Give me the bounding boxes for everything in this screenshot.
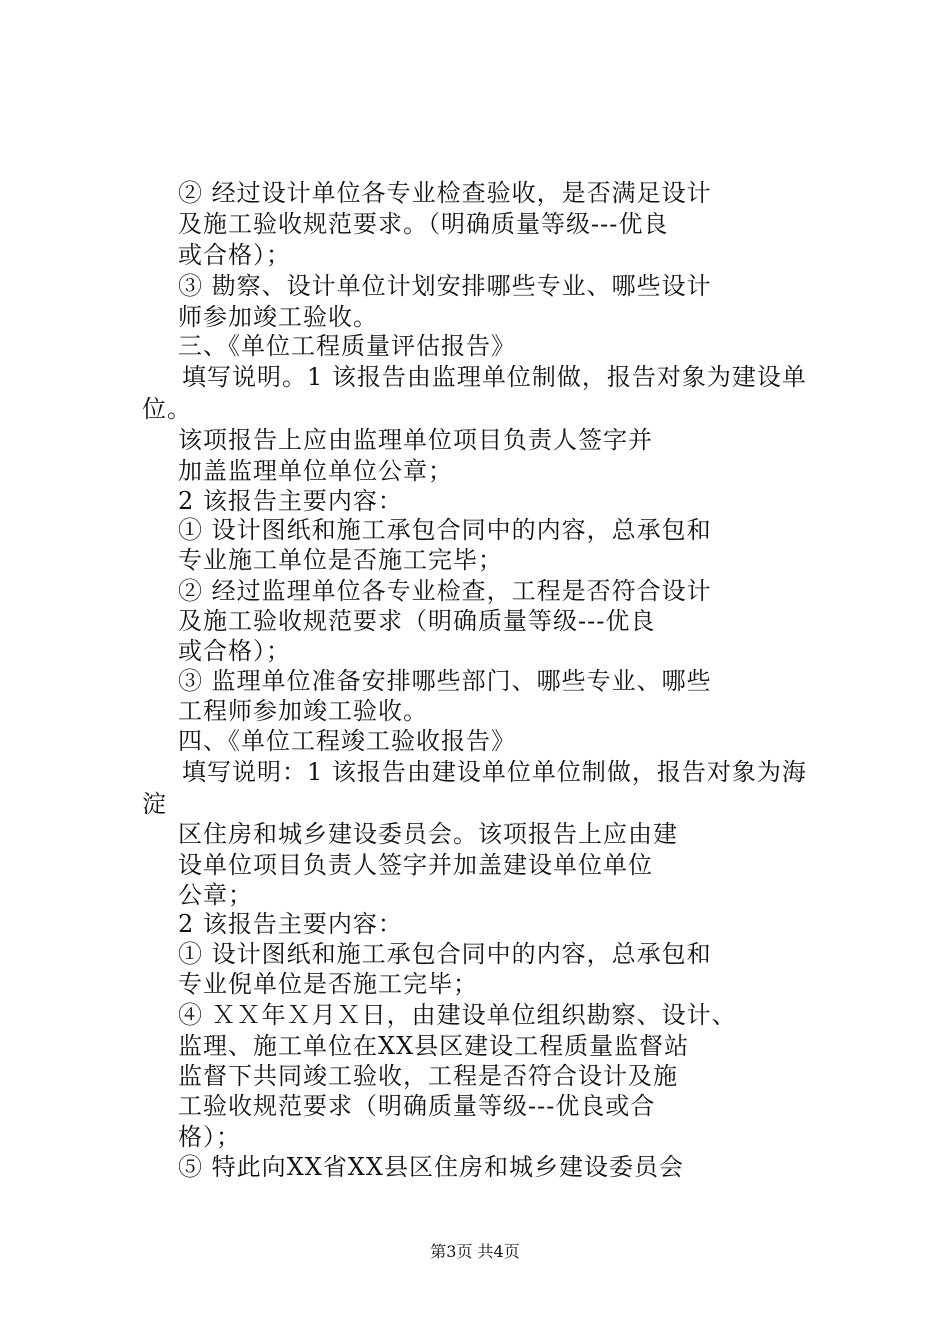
- text-line: ① 设计图纸和施工承包合同中的内容，总承包和: [178, 516, 712, 544]
- text-line: 设单位项目负责人签字并加盖建设单位单位: [178, 851, 653, 879]
- page-footer: 第3页 共4页: [430, 1242, 520, 1261]
- text-line: ④ ＸＸ年Ｘ月Ｘ日，由建设单位组织勘察、设计、: [178, 1001, 737, 1029]
- text-line: 专业施工单位是否施工完毕；: [178, 546, 503, 574]
- text-line: 该项报告上应由监理单位项目负责人签字并: [178, 426, 653, 454]
- text-line: 师参加竣工验收。: [178, 303, 378, 331]
- text-line: ① 设计图纸和施工承包合同中的内容，总承包和: [178, 940, 712, 968]
- text-line: 区住房和城乡建设委员会。该项报告上应由建: [178, 820, 678, 848]
- text-line: 2 该报告主要内容：: [178, 487, 403, 515]
- text-line: 及施工验收规范要求。（明确质量等级---优良: [178, 210, 669, 238]
- text-line: 监理、施工单位在XX县区建设工程质量监督站: [178, 1032, 690, 1060]
- text-line: 或合格）；: [178, 241, 291, 269]
- text-line: 公章；: [178, 881, 253, 909]
- text-line: 及施工验收规范要求（明确质量等级---优良: [178, 607, 656, 635]
- text-line: 专业倪单位是否施工完毕；: [178, 970, 478, 998]
- section-heading: 四、《单位工程竣工验收报告》: [178, 727, 516, 755]
- text-line: ③ 监理单位准备安排哪些部门、哪些专业、哪些: [178, 667, 712, 695]
- text-line: 工程师参加竣工验收。: [178, 697, 428, 725]
- text-line: 监督下共同竣工验收，工程是否符合设计及施: [178, 1062, 678, 1090]
- text-line: 或合格）；: [178, 637, 291, 665]
- text-line: 位。: [142, 395, 192, 423]
- text-line: 格）；: [178, 1123, 241, 1151]
- text-line: ② 经过设计单位各专业检查验收，是否满足设计: [178, 179, 712, 207]
- text-line: ② 经过监理单位各专业检查，工程是否符合设计: [178, 577, 712, 605]
- text-line: 2 该报告主要内容：: [178, 910, 403, 938]
- text-line: 填写说明：1 该报告由建设单位单位制做，报告对象为海: [182, 758, 807, 786]
- section-heading: 三、《单位工程质量评估报告》: [178, 332, 516, 360]
- text-line: ③ 勘察、设计单位计划安排哪些专业、哪些设计: [178, 272, 712, 300]
- text-line: 工验收规范要求（明确质量等级---优良或合: [178, 1092, 656, 1120]
- text-line: 加盖监理单位单位公章；: [178, 457, 453, 485]
- text-line: ⑤ 特此向XX省XX县区住房和城乡建设委员会: [178, 1153, 684, 1181]
- text-line: 填写说明。1 该报告由监理单位制做，报告对象为建设单: [182, 363, 807, 391]
- text-line: 淀: [142, 790, 167, 818]
